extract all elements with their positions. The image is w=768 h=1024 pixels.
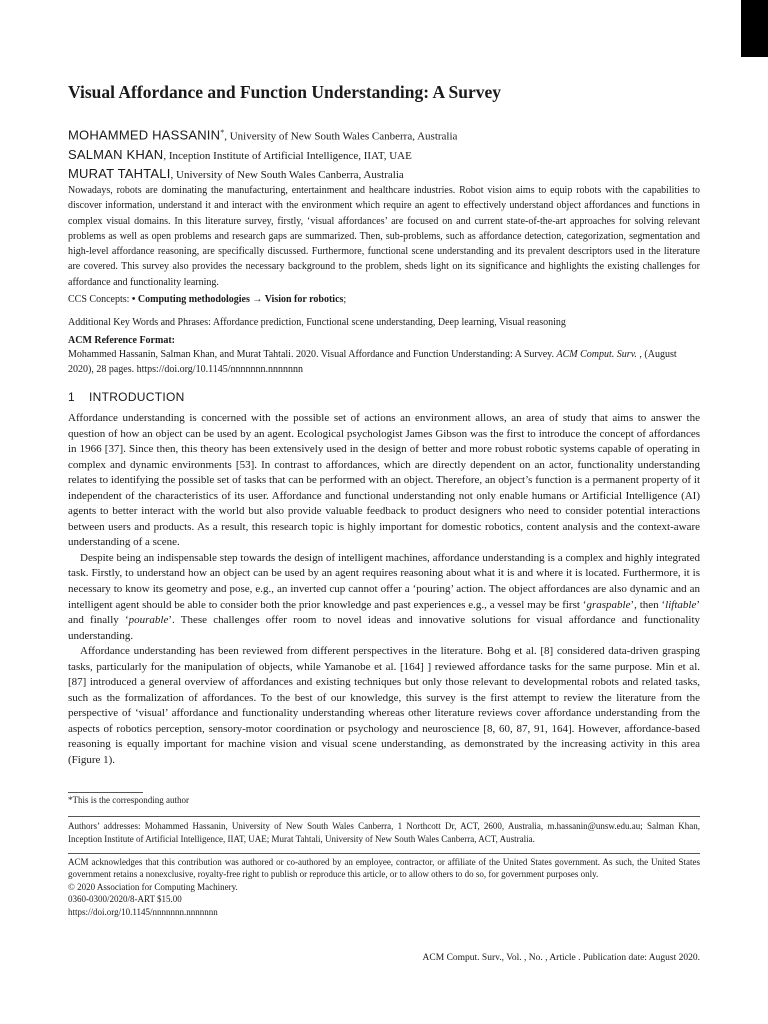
ccs-concept: Computing methodologies → Vision for robotics — [135, 294, 344, 305]
issn: 0360-0300/2020/8-ART $15.00 — [68, 894, 182, 905]
copyright: © 2020 Association for Computing Machinery. — [68, 881, 238, 892]
corresponding-mark: * — [220, 128, 225, 137]
reference-heading: ACM Reference Format: — [68, 335, 175, 346]
abstract — [68, 183, 700, 290]
section-heading — [68, 390, 185, 404]
doi: https://doi.org/10.1145/nnnnnnn.nnnnnnn — [68, 906, 218, 917]
author-name: MOHAMMED HASSANIN — [68, 127, 221, 143]
author-name: MURAT TAHTALI — [68, 165, 171, 181]
body-text — [68, 411, 700, 769]
paragraph: Despite being an indispensable step towards the design of intelligent machines, affordance understanding is a complex and highly integrated task. Firstly, to understand how an object can be used by an agent requires reasoning about what it is and where it is located. Furthermore, it is necessary to know its geometry and pose, e.g., an inverted cup cannot offer a ‘pouring’ action. The object affordances are also dynamic and an intelligent agent should be able to consider both the prior knowledge and past experiences e.g., a vessel may be first ‘graspable’, then ‘liftable’ and finally ‘pourable’. These challenges offer room to novel ideas and innovative solutions for visual affordance and functionality understanding. — [68, 551, 701, 642]
ack-statement: ACM acknowledges that this contribution was authored or co-authored by an employee, contractor, or affiliate of the United States government. As such, the United States government retains a nonexclusive, royalty-free right to publish or reproduce this article, or to allow others to do so, for government purposes only. — [68, 857, 700, 880]
ccs-label: CCS Concepts: — [68, 294, 132, 305]
ccs-bullet: • — [131, 294, 136, 305]
reference-format — [68, 347, 700, 377]
ccs-concepts — [68, 292, 346, 307]
reference-text-tail: , (August 2020), 28 pages. https://doi.org/10.1145/nnnnnnn.nnnnnnn — [68, 349, 677, 375]
author-line — [68, 124, 457, 146]
author-affiliation: , University of New South Wales Canberra, Australia — [224, 130, 458, 143]
paragraph: Affordance understanding has been reviewed from different perspectives in the literature. Bohg et al. [8] considered data-driven grasping tasks, particularly for the manipulation of objects, while Yamanobe et al. [164] ] reviewed affordance tasks for the same purpose. Min et al. [87] introduced a general overview of affordances and existing techniques but only those relevant to developmental robots and related tasks, such as the formalization of affordances. To the best of our knowledge, this survey is the first attempt to review the literature from the perspective of ‘visual’ affordance and functionality understanding whereas other literature reviews cover affordance understanding from the aspects of robotics perception, sensory-motor coordination or psychology and neuroscience [8, 60, 87, 91, 164]. However, affordance-based reasoning is equally important for machine vision and visual scene understanding, as demonstrated by the increasing activity in this area (Figure 1). — [68, 645, 700, 767]
reference-journal: ACM Comput. Surv. — [556, 349, 637, 360]
author-list — [68, 124, 457, 184]
acknowledgement-block — [68, 856, 700, 918]
reference-text: Mohammed Hassanin, Salman Khan, and Murat Tahtali. 2020. Visual Affordance and Function Understanding: A Survey. — [68, 349, 557, 360]
author-name: SALMAN KHAN — [68, 146, 164, 162]
section-number: 1 — [68, 390, 75, 404]
author-affiliation: , University of New South Wales Canberra, Australia — [170, 168, 404, 181]
author-line — [68, 165, 457, 184]
author-affiliation: , Inception Institute of Artificial Intelligence, IIAT, UAE — [163, 149, 412, 162]
footnote: *This is the corresponding author — [68, 795, 189, 805]
ack-rule — [68, 853, 700, 854]
abstract-text: Nowadays, robots are dominating the manufacturing, entertainment and healthcare industries. Robot vision aims to equip robots with the capabilities to discover information, understand it and interact with the environment which require an agent to effectively understand object affordances and functions in complex visual domains. In this literature survey, firstly, ‘visual affordances’ are focused on and current state-of-the-art approaches for solving relevant problems as well as open problems and research gaps are summarized. Then, sub-problems, such as affordance detection, categorization, segmentation and high-level affordance reasoning, are specifically discussed. Furthermore, functional scene understanding and its prevalent descriptors used in the literature are covered. This survey also provides the necessary background to the problem, sheds light on its significance and highlights the existing challenges for affordance and functionality learning. — [68, 185, 700, 288]
page-footer: ACM Comput. Surv., Vol. , No. , Article . Publication date: August 2020. — [422, 953, 700, 963]
thumb-index-tab — [741, 0, 768, 57]
ccs-end: ; — [343, 294, 347, 305]
paper-title: Visual Affordance and Function Understanding: A Survey — [68, 82, 502, 102]
author-line — [68, 146, 457, 165]
section-title: INTRODUCTION — [88, 390, 185, 404]
paragraph: Affordance understanding is concerned with the possible set of actions an environment allows, an area of study that aims to answer the question of how an object can be used by an agent. Ecological psychologist James Gibson was the first to introduce the concept of affordances in 1966 [37]. Since then, this theory has been extensively used in the design of better and more robust robotic systems capable of operating in complex and dynamic environments [53]. In contrast to affordances, which are directly dependent on an actor, functionality understanding relates to identifying the possible set of tasks that can be performed with an object. Therefore, an object’s function is a permanent property of it independent of the characteristics of its user. Affordance and functional understanding not only enable humans or Artificial Intelligence (AI) agents to better interact with the world but also provide valuable feedback to product designers who need to consider potential interactions between users and products. As a result, this research topic is highly important for domestic robotics, content analysis and the context-aware understanding of a scene. — [68, 412, 700, 549]
footnote-rule — [68, 792, 143, 793]
keywords: Additional Key Words and Phrases: Affordance prediction, Functional scene understanding, Deep learning, Visual reasoning — [68, 317, 566, 328]
addresses-rule — [68, 816, 700, 817]
author-addresses: Authors’ addresses: Mohammed Hassanin, University of New South Wales Canberra, 1 Northcott Dr, ACT, 2600, Australia, m.hassanin@unsw.edu.au; Salman Khan, Inception Institute of Artificial Intelligence, IIAT, UAE; Murat Tahtali, University of New South Wales Canberra, ACT, Australia. — [68, 821, 700, 844]
